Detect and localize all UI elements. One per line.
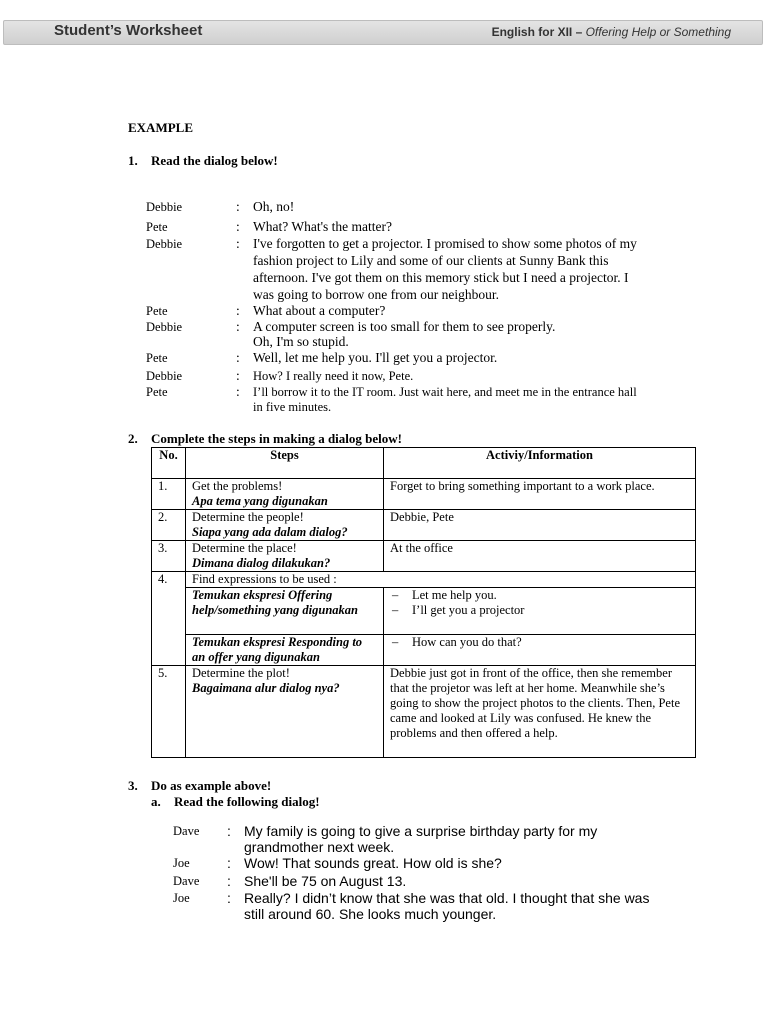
- dialog-line: Oh, no!: [253, 199, 295, 214]
- speaker: Dave: [173, 874, 200, 888]
- expression-item: – I’ll get you a projector: [390, 603, 689, 618]
- step-question: Bagaimana alur dialog nya?: [192, 681, 340, 695]
- colon: :: [236, 319, 240, 334]
- worksheet-header: [3, 20, 763, 45]
- speaker: Pete: [146, 351, 168, 365]
- expression-item: – Let me help you.: [390, 588, 689, 603]
- dialog-line: still around 60. She looks much younger.: [244, 906, 497, 922]
- header-info: Activiy/Information: [384, 448, 696, 479]
- row-step: [186, 541, 384, 572]
- section-1-title: Read the dialog below!: [151, 153, 278, 168]
- row-info: Debbie just got in front of the office, then she remember that the projetor was left at her home. Meanwhile she’s going to show the project photos to the clients. Then, Pete came and looked at Lily was confused. He knew the problems and then offered a help.: [384, 666, 696, 758]
- row-info: Forget to bring something important to a work place.: [384, 479, 696, 510]
- header-steps: Steps: [186, 448, 384, 479]
- speaker: Pete: [146, 385, 168, 399]
- colon: :: [236, 219, 240, 234]
- dialog-line: afternoon. I've got them on this memory stick but I need a projector. I: [253, 270, 629, 285]
- step-text: Determine the plot!: [192, 666, 290, 680]
- header-no: No.: [152, 448, 186, 479]
- dialog-line: Well, let me help you. I'll get you a projector.: [253, 350, 498, 365]
- dialog-line: What? What's the matter?: [253, 219, 392, 234]
- row-step: [186, 666, 384, 758]
- row-no: 2.: [152, 510, 186, 541]
- sub-step-offering: Temukan ekspresi Offering help/something yang digunakan: [186, 588, 384, 635]
- section-3a-title: Read the following dialog!: [174, 794, 320, 809]
- dialog-line: Really? I didn’t know that she was that old. I thought that she was: [244, 890, 650, 906]
- speaker: Joe: [173, 891, 190, 905]
- row-no: 3.: [152, 541, 186, 572]
- expression-item: – How can you do that?: [390, 635, 689, 650]
- colon: :: [236, 199, 240, 214]
- row-info: At the office: [384, 541, 696, 572]
- row-step: [186, 510, 384, 541]
- colon: :: [236, 350, 240, 365]
- step-text: Determine the place!: [192, 541, 297, 555]
- section-3a-letter: a.: [151, 794, 161, 809]
- dialog-line: I've forgotten to get a projector. I promised to show some photos of my: [253, 236, 637, 251]
- step-text: Determine the people!: [192, 510, 304, 524]
- table-header-row: [152, 448, 696, 479]
- table-row: [152, 572, 696, 588]
- subject-prefix: English for XII –: [491, 25, 586, 39]
- speaker: Debbie: [146, 237, 183, 251]
- worksheet-title: Student’s Worksheet: [54, 22, 203, 39]
- row-info: Debbie, Pete: [384, 510, 696, 541]
- dialog-line: How? I really need it now, Pete.: [253, 369, 414, 383]
- step-question: Apa tema yang digunakan: [192, 494, 328, 508]
- colon: :: [227, 873, 231, 889]
- sub-info-offering: [384, 588, 696, 635]
- speaker: Pete: [146, 220, 168, 234]
- table-row: [152, 479, 696, 510]
- dialog-line: Wow! That sounds great. How old is she?: [244, 855, 502, 871]
- section-1-number: 1.: [128, 153, 138, 168]
- section-3-number: 3.: [128, 778, 138, 793]
- row-no: 5.: [152, 666, 186, 758]
- dialog-line: I’ll borrow it to the IT room. Just wait here, and meet me in the entrance hall: [253, 385, 637, 399]
- colon: :: [236, 368, 240, 383]
- dialog-line: fashion project to Lily and some of our clients at Sunny Bank this: [253, 253, 609, 268]
- dialog-line: grandmother next week.: [244, 839, 395, 855]
- section-2-number: 2.: [128, 431, 138, 446]
- speaker: Debbie: [146, 200, 183, 214]
- step-question: Siapa yang ada dalam dialog?: [192, 525, 348, 539]
- speaker: Dave: [173, 824, 200, 838]
- table-row: [152, 510, 696, 541]
- table-subrow: [152, 635, 696, 666]
- step-text: Get the problems!: [192, 479, 283, 493]
- section-2-title: Complete the steps in making a dialog below!: [151, 431, 402, 446]
- table-row: [152, 541, 696, 572]
- speaker: Pete: [146, 304, 168, 318]
- colon: :: [227, 855, 231, 871]
- subject-topic: Offering Help or Something: [585, 25, 731, 39]
- dialog-line: What about a computer?: [253, 303, 386, 318]
- colon: :: [227, 890, 231, 906]
- colon: :: [227, 823, 231, 839]
- subject-title: [492, 25, 731, 39]
- dialog-line: was going to borrow one from our neighbour.: [253, 287, 499, 302]
- table-row: [152, 666, 696, 758]
- dialog-line: A computer screen is too small for them to see properly.: [253, 319, 556, 334]
- row-no: 1.: [152, 479, 186, 510]
- dialog-line: Oh, I'm so stupid.: [253, 334, 349, 349]
- sub-step-responding: Temukan ekspresi Responding to an offer yang digunakan: [186, 635, 384, 666]
- dialog-line: in five minutes.: [253, 400, 332, 414]
- dialog-line: My family is going to give a surprise birthday party for my: [244, 823, 598, 839]
- section-3-title: Do as example above!: [151, 778, 272, 793]
- example-heading: EXAMPLE: [128, 120, 193, 135]
- row-step: [186, 479, 384, 510]
- speaker: Debbie: [146, 369, 183, 383]
- table-subrow: [152, 588, 696, 635]
- sub-info-responding: [384, 635, 696, 666]
- dialog-line: She'll be 75 on August 13.: [244, 873, 407, 889]
- colon: :: [236, 303, 240, 318]
- speaker: Joe: [173, 856, 190, 870]
- row-step: Find expressions to be used :: [186, 572, 696, 588]
- steps-table: [151, 447, 696, 758]
- colon: :: [236, 384, 240, 399]
- step-question: Dimana dialog dilakukan?: [192, 556, 331, 570]
- colon: :: [236, 236, 240, 251]
- row-no: 4.: [152, 572, 186, 666]
- speaker: Debbie: [146, 320, 183, 334]
